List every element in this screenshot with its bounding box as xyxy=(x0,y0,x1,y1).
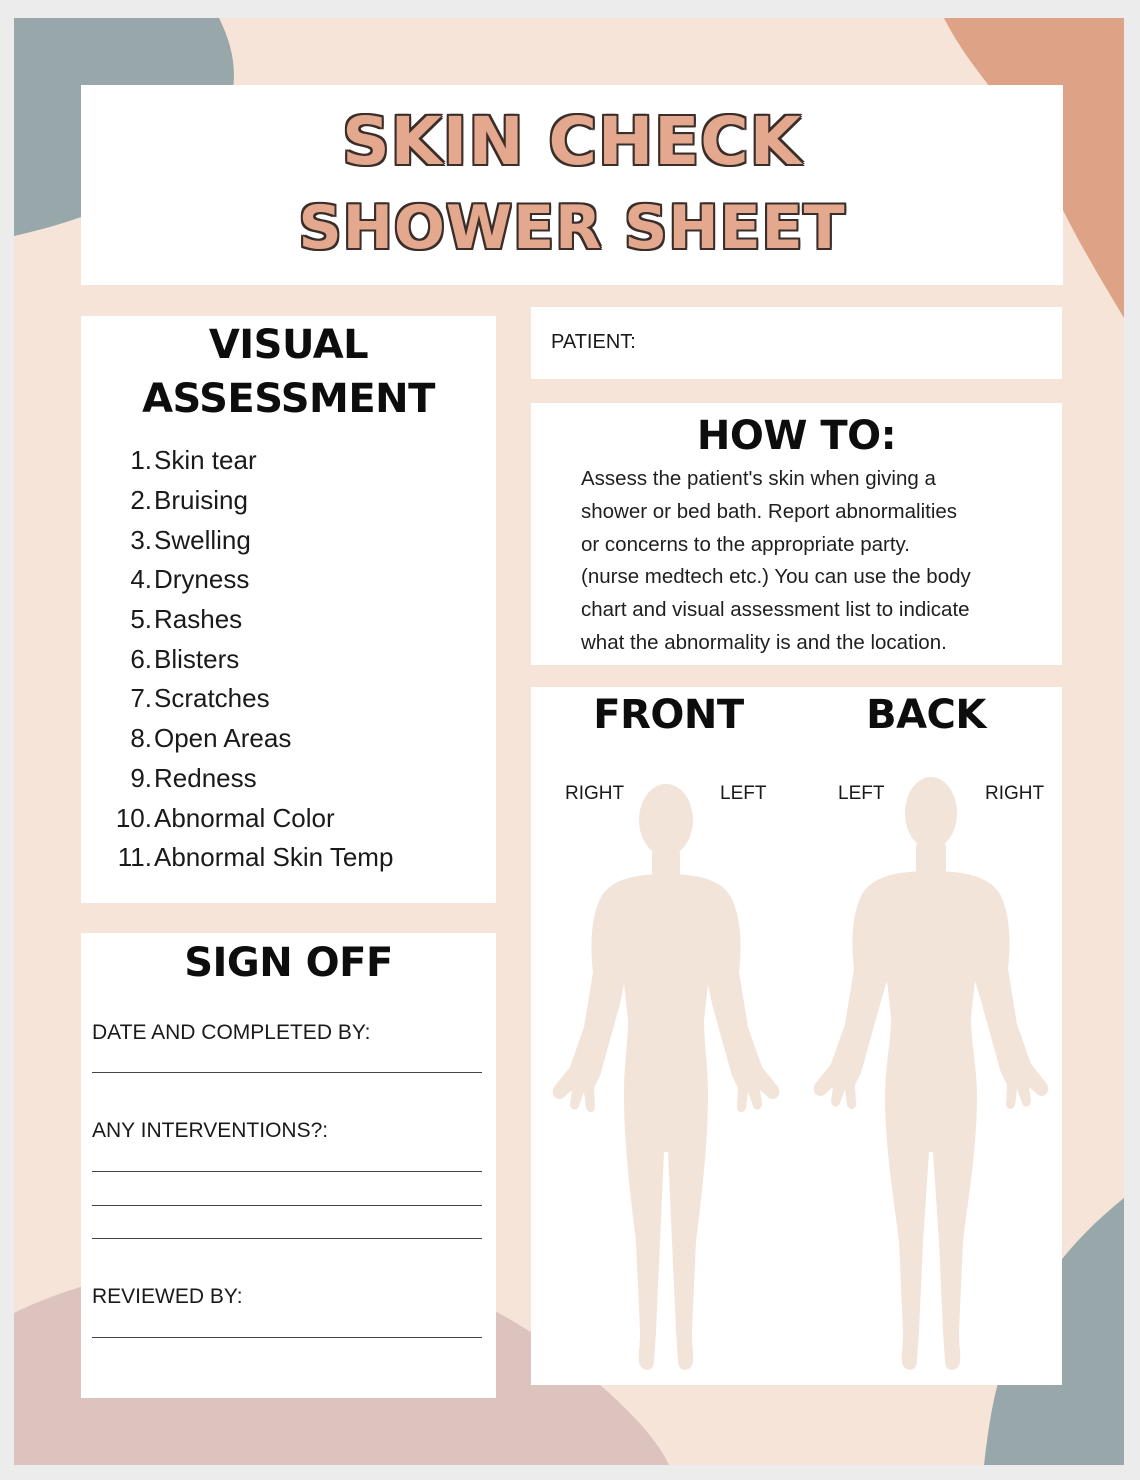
back-right-label: RIGHT xyxy=(985,783,1045,804)
front-left-label: LEFT xyxy=(720,783,767,804)
list-item xyxy=(111,560,393,600)
how-to-card xyxy=(531,403,1062,665)
interventions-line-2[interactable] xyxy=(92,1205,482,1206)
reviewed-by-label: REVIEWED BY: xyxy=(92,1285,243,1308)
visual-assessment-heading-line-2: ASSESSMENT xyxy=(142,376,435,422)
back-heading: BACK xyxy=(866,692,986,738)
list-item-label: Bruising xyxy=(154,485,248,516)
list-item-number: 8. xyxy=(130,723,152,754)
list-item xyxy=(111,838,393,878)
list-item xyxy=(111,759,393,799)
list-item-label: Rashes xyxy=(154,604,243,635)
interventions-label: ANY INTERVENTIONS?: xyxy=(92,1119,329,1142)
body-chart-card xyxy=(531,687,1062,1385)
how-to-text xyxy=(581,463,1041,660)
interventions-line-3[interactable] xyxy=(92,1238,482,1239)
reviewed-by-line[interactable] xyxy=(92,1337,482,1338)
how-to-line: (nurse medtech etc.) You can use the body xyxy=(581,565,971,589)
list-item xyxy=(111,639,393,679)
list-item xyxy=(111,441,393,481)
visual-assessment-heading-line-1: VISUAL xyxy=(208,322,369,368)
how-to-heading: HOW TO: xyxy=(696,413,897,459)
list-item-label: Dryness xyxy=(154,564,250,595)
date-completed-label: DATE AND COMPLETED BY: xyxy=(92,1021,371,1044)
title-line-1: SKIN CHECK xyxy=(342,103,802,180)
list-item-number: 9. xyxy=(130,762,152,793)
list-item-number: 10. xyxy=(115,802,152,833)
how-to-line: chart and visual assessment list to indicate xyxy=(581,598,970,622)
title-card xyxy=(81,85,1063,285)
list-item-number: 6. xyxy=(130,643,152,674)
how-to-line: or concerns to the appropriate party. xyxy=(581,532,910,556)
patient-label: PATIENT: xyxy=(551,331,636,353)
patient-card[interactable] xyxy=(531,307,1062,379)
interventions-line-1[interactable] xyxy=(92,1171,482,1172)
list-item-number: 7. xyxy=(130,683,152,714)
list-item xyxy=(111,719,393,759)
list-item xyxy=(111,679,393,719)
front-body-figure[interactable] xyxy=(536,772,796,1382)
list-item-label: Skin tear xyxy=(154,445,257,476)
list-item-label: Abnormal Skin Temp xyxy=(154,842,394,873)
sign-off-card xyxy=(81,933,496,1398)
date-completed-line[interactable] xyxy=(92,1072,482,1073)
list-item-label: Scratches xyxy=(154,683,270,714)
back-left-label: LEFT xyxy=(838,783,885,804)
back-body-figure[interactable] xyxy=(801,767,1061,1382)
list-item-number: 11. xyxy=(117,842,152,873)
list-item-label: Blisters xyxy=(154,643,240,674)
list-item xyxy=(111,520,393,560)
list-item xyxy=(111,798,393,838)
front-right-label: RIGHT xyxy=(565,783,625,804)
how-to-line: what the abnormality is and the location. xyxy=(581,630,947,654)
list-item-number: 2. xyxy=(130,485,152,516)
list-item-number: 3. xyxy=(130,524,152,555)
list-item-label: Abnormal Color xyxy=(154,802,335,833)
visual-assessment-list xyxy=(111,441,393,878)
title-line-2: SHOWER SHEET xyxy=(298,193,846,263)
list-item-label: Swelling xyxy=(154,524,251,555)
how-to-line: shower or bed bath. Report abnormalities xyxy=(581,499,958,523)
list-item-number: 4. xyxy=(130,564,152,595)
list-item-number: 5. xyxy=(130,604,152,635)
page xyxy=(14,18,1124,1465)
list-item xyxy=(111,481,393,521)
list-item-label: Open Areas xyxy=(154,723,292,754)
list-item-label: Redness xyxy=(154,762,257,793)
front-heading: FRONT xyxy=(593,692,744,738)
how-to-line: Assess the patient's skin when giving a xyxy=(581,467,936,490)
sign-off-heading: SIGN OFF xyxy=(184,940,393,986)
list-item xyxy=(111,600,393,640)
visual-assessment-card xyxy=(81,316,496,903)
list-item-number: 1. xyxy=(130,445,152,476)
